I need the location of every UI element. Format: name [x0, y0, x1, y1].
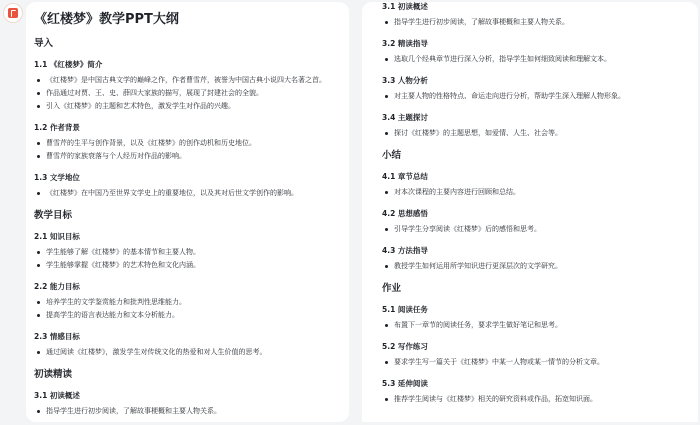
- bullet-item: 提高学生的语言表达能力和文本分析能力。: [46, 309, 341, 322]
- bullet-item: 引导学生分享阅读《红楼梦》后的感悟和思考。: [394, 223, 690, 236]
- bullet-list: [34, 296, 341, 322]
- bullet-list: [34, 346, 341, 359]
- subsection-heading: 3.4 主题探讨: [382, 113, 428, 122]
- bullet-item: 选取几个经典章节进行深入分析，指导学生如何细致阅读和理解文本。: [394, 53, 690, 66]
- outline-panel-left[interactable]: [26, 2, 349, 422]
- subsection-heading: 3.1 初读概述: [382, 2, 428, 11]
- bullet-item: 布置下一章节的阅读任务，要求学生做好笔记和思考。: [394, 319, 690, 332]
- bullet-list: [382, 356, 690, 369]
- bullet-list: [382, 260, 690, 273]
- section-heading: 初读精读: [34, 369, 73, 380]
- bullet-item: 教授学生如何运用所学知识进行更深层次的文学研究。: [394, 260, 690, 273]
- bullet-list: [382, 90, 690, 103]
- bullet-item: 《红楼梦》是中国古典文学的巅峰之作，作者曹雪芹，被誉为中国古典小说四大名著之首。: [46, 74, 341, 87]
- bullet-item: 作品通过对贾、王、史、薛四大家族的描写，展现了封建社会的全貌。: [46, 87, 341, 100]
- bullet-list: [34, 246, 341, 272]
- bullet-item: 培养学生的文学鉴赏能力和批判性思维能力。: [46, 296, 341, 309]
- bullet-item: 引入《红楼梦》的主题和艺术特色，激发学生对作品的兴趣。: [46, 100, 341, 113]
- section-heading: 小结: [382, 150, 402, 161]
- subsection-heading: 4.2 思想感悟: [382, 209, 428, 218]
- bullet-item: 推荐学生阅读与《红楼梦》相关的研究资料或作品，拓宽知识面。: [394, 393, 690, 406]
- bullet-item: 对本次课程的主要内容进行回顾和总结。: [394, 186, 690, 199]
- document-title: 《红楼梦》教学PPT大纲: [34, 12, 179, 27]
- bullet-list: [382, 186, 690, 199]
- bullet-list: [34, 137, 341, 163]
- bullet-list: [34, 74, 341, 113]
- subsection-heading: 3.3 人物分析: [382, 76, 428, 85]
- outline-content-left: [26, 2, 349, 418]
- bullet-item: 通过阅读《红楼梦》，激发学生对传统文化的热爱和对人生价值的思考。: [46, 346, 341, 359]
- bullet-item: 曹雪芹的生平与创作背景，以及《红楼梦》的创作动机和历史地位。: [46, 137, 341, 150]
- subsection-heading: 2.3 情感目标: [34, 332, 80, 341]
- bullet-list: [382, 393, 690, 406]
- app-logo-icon: [4, 4, 22, 22]
- bullet-item: 学生能够了解《红楼梦》的基本情节和主要人物。: [46, 246, 341, 259]
- section-heading: 教学目标: [34, 210, 73, 221]
- subsection-heading: 2.2 能力目标: [34, 282, 80, 291]
- bullet-item: 《红楼梦》在中国乃至世界文学史上的重要地位，以及其对后世文学创作的影响。: [46, 187, 341, 200]
- bullet-item: 指导学生进行初步阅读，了解故事梗概和主要人物关系。: [394, 16, 690, 29]
- section-heading: 作业: [382, 283, 402, 294]
- subsection-heading: 4.3 方法指导: [382, 246, 428, 255]
- subsection-heading: 1.2 作者背景: [34, 123, 80, 132]
- presentation-icon: [8, 8, 18, 18]
- bullet-item: 曹雪芹的家族衰落与个人经历对作品的影响。: [46, 150, 341, 163]
- subsection-heading: 2.1 知识目标: [34, 232, 80, 241]
- bullet-list: [382, 53, 690, 66]
- bullet-item: 指导学生进行初步阅读，了解故事梗概和主要人物关系。: [46, 405, 341, 418]
- subsection-heading: 4.1 章节总结: [382, 172, 428, 181]
- subsection-heading: 5.3 延伸阅读: [382, 379, 428, 388]
- subsection-heading: 3.1 初读概述: [34, 391, 80, 400]
- bullet-list: [34, 405, 341, 418]
- bullet-list: [34, 187, 341, 200]
- bullet-item: 对主要人物的性格特点、命运走向进行分析，帮助学生深入理解人物形象。: [394, 90, 690, 103]
- bullet-item: 学生能够掌握《红楼梦》的艺术特色和文化内涵。: [46, 259, 341, 272]
- subsection-heading: 5.2 写作练习: [382, 342, 428, 351]
- outline-content-right: [362, 2, 698, 406]
- outline-panel-right[interactable]: [362, 2, 698, 422]
- bullet-list: [382, 16, 690, 29]
- subsection-heading: 5.1 阅读任务: [382, 305, 428, 314]
- subsection-heading: 1.1 《红楼梦》简介: [34, 60, 103, 69]
- subsection-heading: 3.2 精读指导: [382, 39, 428, 48]
- section-heading: 导入: [34, 38, 54, 49]
- bullet-list: [382, 319, 690, 332]
- bullet-item: 探讨《红楼梦》的主题思想，如爱情、人生、社会等。: [394, 127, 690, 140]
- bullet-item: 要求学生写一篇关于《红楼梦》中某一人物或某一情节的分析文章。: [394, 356, 690, 369]
- subsection-heading: 1.3 文学地位: [34, 173, 80, 182]
- bullet-list: [382, 223, 690, 236]
- bullet-list: [382, 127, 690, 140]
